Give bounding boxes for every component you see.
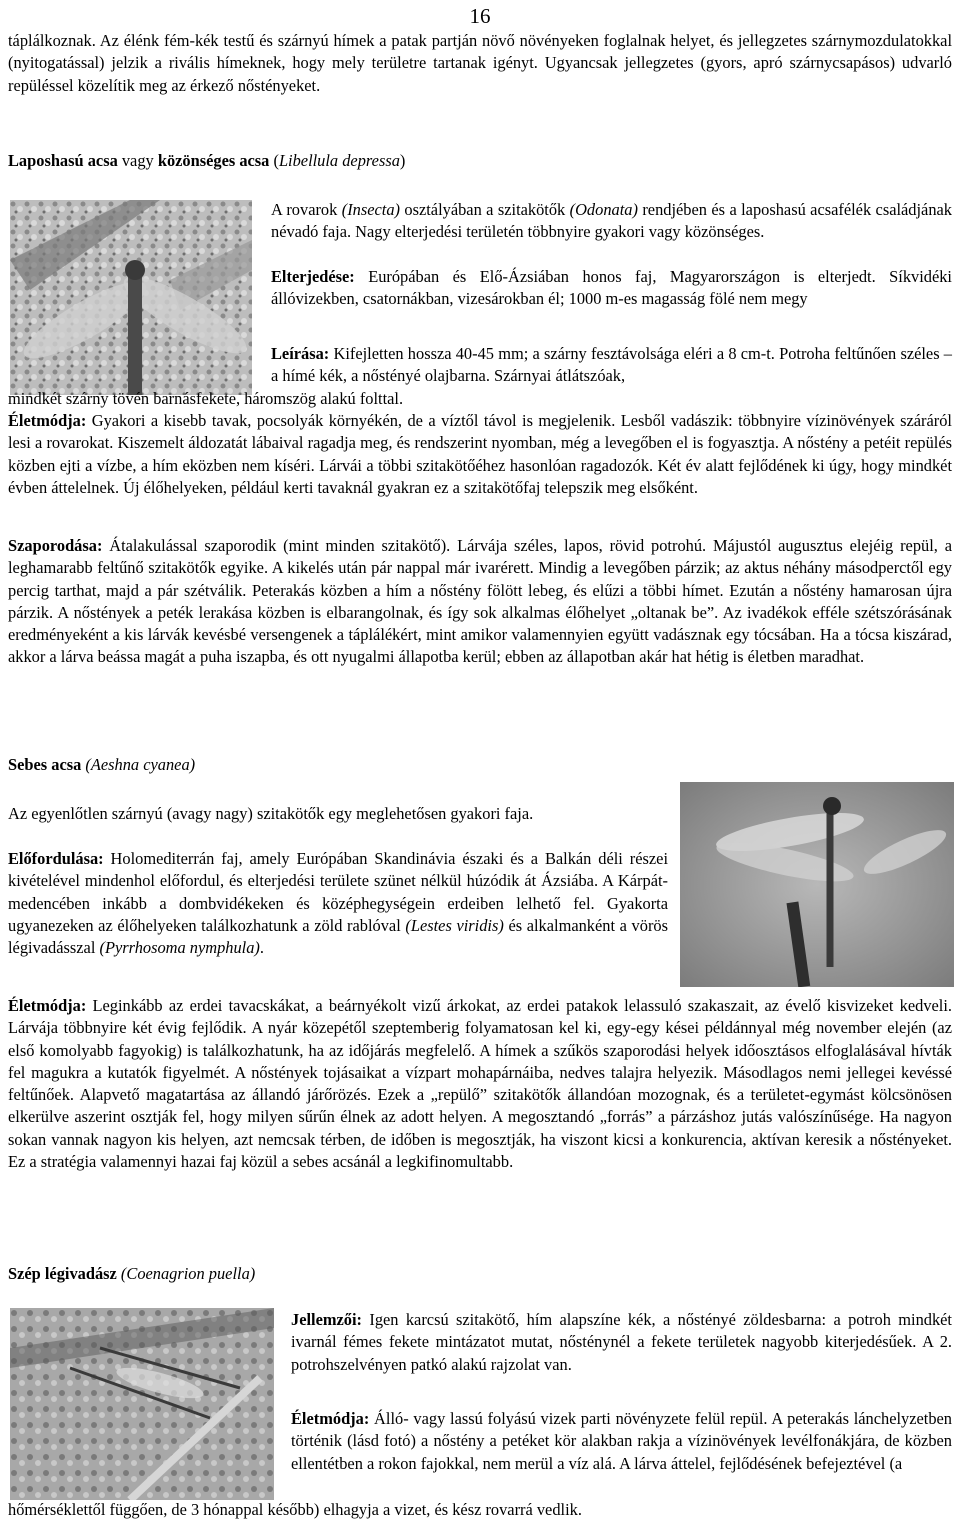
s1-paragraph-description-cont: mindkét szárny tövén barnásfekete, háromszög alakú folttal. (8, 389, 404, 408)
damselfly-coenagrion-photo (10, 1308, 274, 1500)
page-number: 16 (469, 4, 491, 28)
s1-paragraph-distribution: Elterjedése: Európában és Elő-Ázsiában honos faj, Magyarországon is elterjedt. Síkvidéki állóvizekben, csatornákban, vizesárokban él; 1000 m-es magasság fölé nem megy (271, 267, 952, 309)
dragonfly-libellula-photo (10, 200, 252, 395)
section-title-sebes-acsa: Sebes acsa (Aeshna cyanea) (8, 755, 196, 774)
s3-paragraph-features: Jellemzői: Igen karcsú szitakötő, hím alapszíne kék, a nőstényé zöldesbarna: a potroh mindkét ivarnál fémes fekete mintázatot mutat, nősténynél a fekete területek nagyobb kiterjedésűek. A 2. potrohszelvényen patkó alakú rajzolat van. (291, 1310, 952, 1374)
s1-paragraph-lifestyle: Életmódja: Gyakori a kisebb tavak, pocsolyák környékén, de a víztől távol is megjelenik. Lesből vadászik: többnyire vízinövények száráról lesi a rovarokat. Kiszemelt áldozatát lábaival ragadja meg, és rendszerint nyomban, még a levegőben el is fogyasztja. A nőstény a petéit repülés közben ejti a vízbe, a hím eközben nem kíséri. Lárvái a többi szitakötőéhez hasonlóan ragadozók. Két év alatt fejlődének ki úgy, hogy mindkét évben áttelelnek. Új élőhelyeken, például kerti tavaknál gyakran ez a szitakötőfaj telepszik meg elsőként. (8, 411, 952, 497)
s2-paragraph-lifestyle: Életmódja: Leginkább az erdei tavacskákat, a beárnyékolt vizű árkokat, az erdei patakok lelassuló szakaszait, az évelő kisvizeket kedveli. Lárvája többnyire két évig fejlődik. A nyár közepétől szeptemberig folyamatosan kel ki, egy-egy kései példánnyal még november elején (az első komolyabb fagyokig) is találkozhatunk, ha az időjárás megfelelő. A hímek a szűkös szaporodási helyek időosztásos elfoglalásával hívták fel magukra a kutatók figyelmét. A nőstények tojásaikat a vízpart mohapárnáiba, nedves talajra helyezik. Másodlagos nemi jellegei kevéssé feltűnőek. Alapvető magatartása az állandó járőrözés. Ezek a „repülő” szitakötők állandóan mozognak, és a területet-egymást kölcsönösen elkerülve aszerint osztják fel, hogy milyen sűrűn élnek az adott helyen. A megosztandó „forrás” a párzáshoz jutás valószínűsége. Ha nagyon sokan vannak nagyon kis helyen, azt nemcsak térben, de időben is megosztják, ha viszont kicsi a konkurencia, aktívan keresik a nőstényeket. Ez a stratégia valamennyi hazai faj közül a sebes acsánál a legkifinomultabb. (8, 996, 952, 1172)
s1-paragraph-description: Leírása: Kifejletten hossza 40-45 mm; a szárny fesztávolsága eléri a 8 cm-t. Potroha feltűnően széles – a hímé kék, a nőstényé olajbarna. Szárnyai átlátszóak, (271, 344, 952, 386)
s2-paragraph-occurrence: Előfordulása: Holomediterrán faj, amely Európában Skandinávia északi és a Balkán déli részei kivételével mindenhol előfordul, és elterjedési területe szünet nélkül húzódik át Ázsiába. A Kárpát-medencében inkább a dombvidékeken és középhegységein erdeiben lelhető fel. Gyakorta ugyanezeken az élőhelyeken találkozhatunk a zöld rablóval (Lestes viridis) és alkalmanként a vörös légivadásszal (Pyrrhosoma nymphula). (8, 849, 668, 958)
s2-paragraph-1: Az egyenlőtlen szárnyú (avagy nagy) szitakötők egy meglehetősen gyakori faja. (8, 804, 534, 823)
s3-paragraph-lifestyle: Életmódja: Álló- vagy lassú folyású vizek parti növényzete felül repül. A peterakás lánchelyzetben történik (lásd fotó) a nőstény a petéket kör alakban rakja a vízinövények levélfonákjára, de közben ellentétben a rokon fajokkal, nem merül a víz alá. A lárva áttelel, fejlődésének befejeztével (a (291, 1409, 952, 1473)
dragonfly-aeshna-photo (680, 782, 954, 987)
intro-paragraph: táplálkoznak. Az élénk fém-kék testű és szárnyú hímek a patak partján növő növényeken foglalnak helyet, és jellegzetes szárnymozdulatokkal (nyitogatással) jelzik a rivális hímeknek, hogy mely területre tartanak igényt. Ugyancsak jellegzetes (gyors, apró szárnycsapásos) udvarló repüléssel közelítik meg az érkező nőstényeket. (8, 31, 952, 95)
s1-paragraph-reproduction: Szaporodása: Átalakulással szaporodik (mint minden szitakötő). Lárvája széles, lapos, rövid potrohú. Májustól augusztus elejéig repül, a leghamarabb feltűnő szitakötők egyike. A kikelés után pár nappal már ivarérett. Mindig a levegőben párzik; az aktus néhány másodperctől egy percig tarthat, majd a pár szétválik. Peterakás közben a hím a nőstény fölött lebeg, és elűzi a többi hímet. Ezután a nőstény hamarosan újra párzik. A nőstények a peték lerakása közben is elbarangolnak, és így sok alkalmas élőhelyet „oltanak be”. Az ivadékok efféle szétszórásának eredményeként a kis lárvák kevésbé versengenek a táplálékért, mint amikor valamennyien együtt vadásznak egy tócsában. Ha a tócsa kiszárad, akkor a lárva beássa magát a puha iszapba, és ott nyugalmi állapotba kerül; ebben az állapotban akár hat hétig is életben maradhat. (8, 536, 952, 667)
section-title-szep-legivadasz: Szép légivadász (Coenagrion puella) (8, 1264, 256, 1283)
s3-paragraph-lifestyle-cont: hőmérséklettől függően, de 3 hónappal később) elhagyja a vizet, és kész rovarrá vedlik. (8, 1500, 582, 1519)
s1-paragraph-1: A rovarok (Insecta) osztályában a szitakötők (Odonata) rendjében és a laposhasú acsafélék családjának névadó faja. Nagy elterjedési területén többnyire gyakori vagy közönséges. (271, 200, 952, 242)
section-title-laposhasu-acsa: Laposhasú acsa vagy közönséges acsa (Libellula depressa) (8, 151, 406, 170)
